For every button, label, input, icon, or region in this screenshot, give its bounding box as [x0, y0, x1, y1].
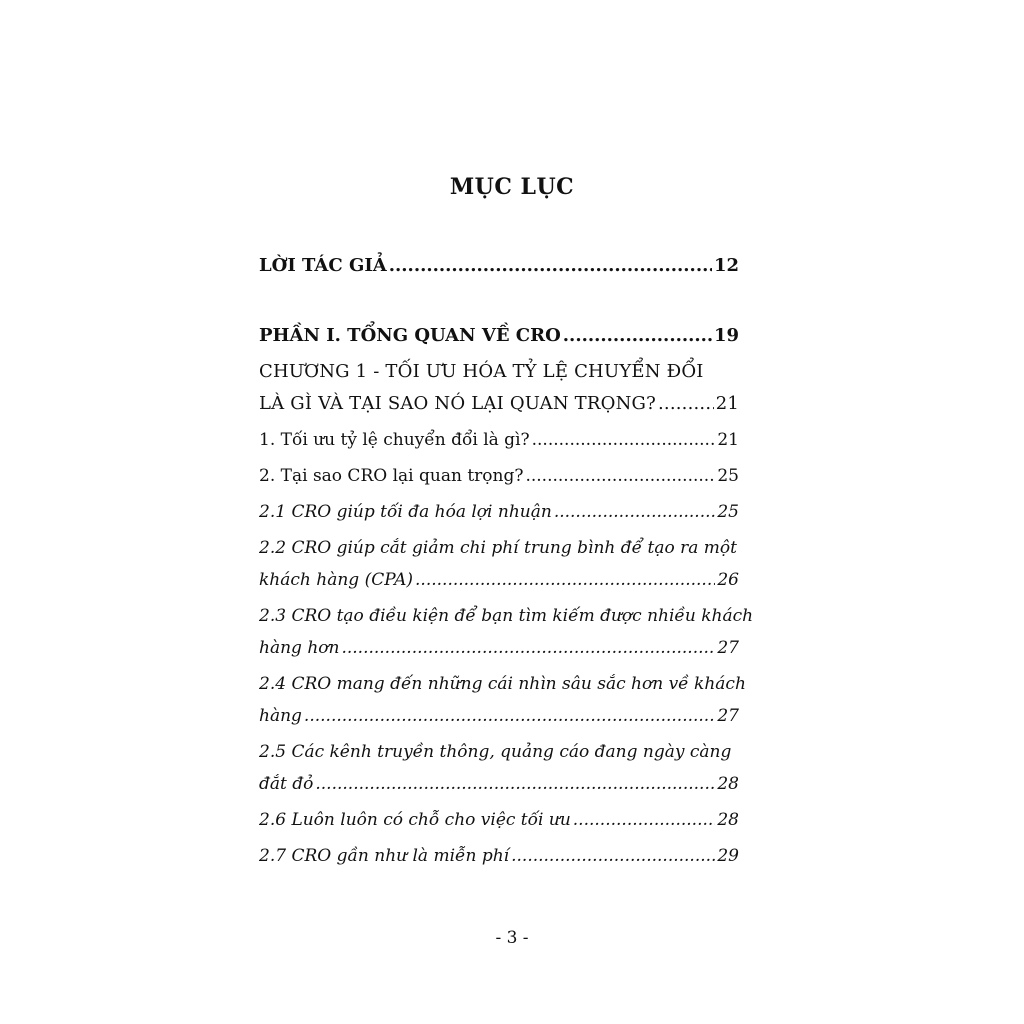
leader-dots [304, 700, 715, 732]
leader-dots [525, 460, 715, 492]
toc-entry-label: PHẦN I. TỔNG QUAN VỀ CRO [259, 325, 561, 346]
leader-dots [563, 320, 712, 352]
toc-entry-label: 2.1 CRO giúp tối đa hóa lợi nhuận [259, 502, 552, 522]
toc-page-number: 21 [715, 393, 739, 414]
toc-entry-label: 2.7 CRO gần như là miễn phí [259, 846, 510, 866]
leader-dots [658, 388, 714, 420]
page-number: - 3 - [495, 928, 529, 948]
toc-entry-section-1[interactable] [259, 424, 739, 456]
leader-dots [573, 804, 716, 836]
toc-entry-2-1[interactable] [259, 496, 739, 528]
toc-page-number: 21 [717, 430, 739, 450]
toc-entry-part-1[interactable] [259, 320, 739, 352]
toc-entry-2-6[interactable] [259, 804, 739, 836]
leader-dots [554, 496, 716, 528]
toc-page-number: 26 [717, 570, 739, 590]
toc-entry-label-line: 2.4 CRO mang đến những cái nhìn sâu sắc hơn về khách [259, 674, 746, 694]
toc-entry-chapter-1[interactable] [259, 356, 739, 420]
toc-entry-label: đắt đỏ [259, 774, 314, 794]
toc-page-number: 25 [717, 466, 739, 486]
toc-entry-2-4[interactable] [259, 668, 746, 732]
toc-entry-label-line: CHƯƠNG 1 - TỐI ƯU HÓA TỶ LỆ CHUYỂN ĐỔI [259, 361, 704, 382]
leader-dots [341, 632, 715, 664]
leader-dots [415, 564, 715, 596]
leader-dots [389, 250, 712, 282]
leader-dots [511, 840, 715, 872]
toc-page-number: 25 [717, 502, 739, 522]
toc-entry-2-2[interactable] [259, 532, 739, 596]
table-of-contents [259, 250, 754, 872]
toc-entry-preface[interactable] [259, 250, 739, 282]
toc-page-number: 27 [717, 706, 739, 726]
toc-entry-label: 2. Tại sao CRO lại quan trọng? [259, 466, 524, 486]
toc-entry-label: 1. Tối ưu tỷ lệ chuyển đổi là gì? [259, 430, 530, 450]
toc-entry-label: hàng hơn [259, 638, 340, 658]
toc-page-number: 28 [717, 810, 739, 830]
toc-title: MỤC LỤC [449, 174, 575, 200]
toc-entry-label: LỜI TÁC GIẢ [259, 255, 387, 276]
toc-entry-label: 2.6 Luôn luôn có chỗ cho việc tối ưu [259, 810, 571, 830]
leader-dots [315, 768, 715, 800]
toc-entry-2-7[interactable] [259, 840, 739, 872]
toc-page-number: 29 [717, 846, 739, 866]
toc-entry-label: LÀ GÌ VÀ TẠI SAO NÓ LẠI QUAN TRỌNG? [259, 393, 656, 414]
toc-entry-label-line: 2.5 Các kênh truyền thông, quảng cáo đang ngày càng [259, 742, 732, 762]
toc-entry-label: khách hàng (CPA) [259, 570, 414, 590]
toc-entry-section-2[interactable] [259, 460, 739, 492]
leader-dots [532, 424, 716, 456]
toc-page-number: 12 [713, 255, 739, 276]
toc-entry-2-5[interactable] [259, 736, 739, 800]
toc-page-number: 27 [717, 638, 739, 658]
toc-entry-2-3[interactable] [259, 600, 754, 664]
toc-entry-label-line: 2.3 CRO tạo điều kiện để bạn tìm kiếm được nhiều khách [259, 606, 754, 626]
toc-page-number: 19 [713, 325, 739, 346]
toc-page-number: 28 [717, 774, 739, 794]
toc-entry-label-line: 2.2 CRO giúp cắt giảm chi phí trung bình để tạo ra một [259, 538, 737, 558]
toc-entry-label: hàng [259, 706, 302, 726]
